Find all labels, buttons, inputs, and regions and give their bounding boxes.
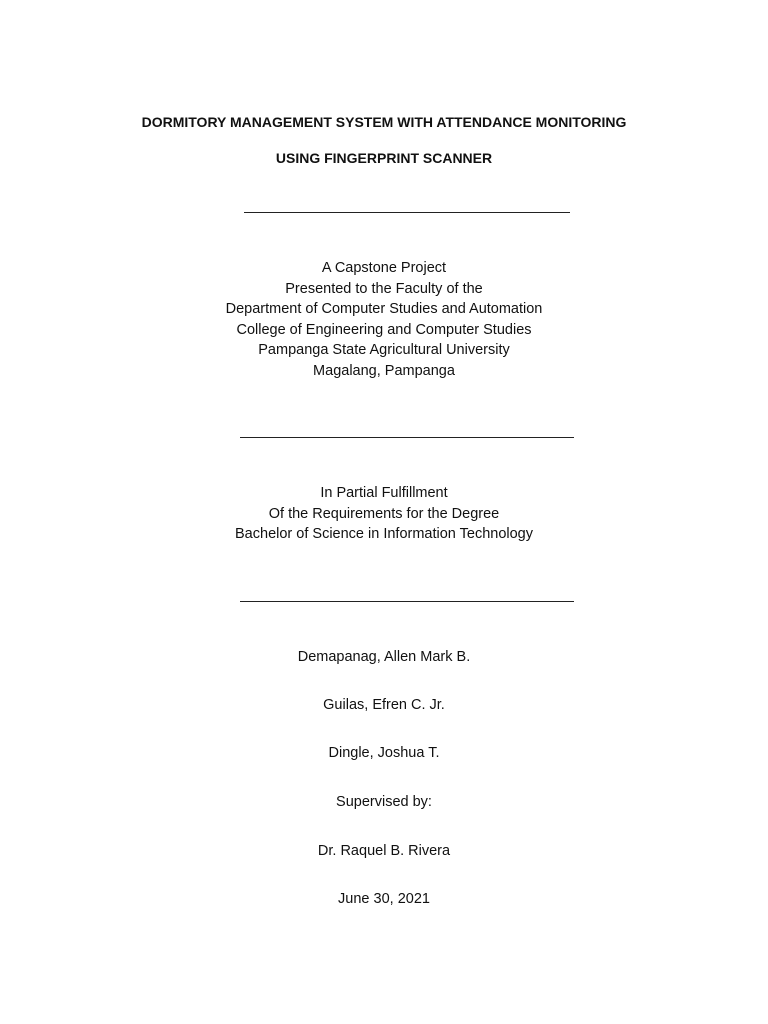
title-line-1: DORMITORY MANAGEMENT SYSTEM WITH ATTENDANCE MONITORING (141, 114, 627, 130)
title-line-2: USING FINGERPRINT SCANNER (275, 150, 493, 166)
presentation-line: Presented to the Faculty of the (285, 280, 483, 297)
fulfillment-block (0, 483, 768, 545)
supervisor-name: Dr. Raquel B. Rivera (317, 843, 451, 859)
presentation-line: Pampanga State Agricultural University (258, 342, 510, 358)
presentation-line: Department of Computer Studies and Automation (225, 301, 543, 317)
author-name: Dingle, Joshua T. (328, 745, 440, 761)
author-name: Demapanag, Allen Mark B. (297, 649, 471, 665)
presentation-block (0, 258, 768, 381)
separator-rule-3 (240, 601, 574, 602)
separator-rule-2 (240, 437, 574, 438)
author-name: Guilas, Efren C. Jr. (323, 697, 445, 713)
supervised-by-label: Supervised by: (336, 794, 432, 810)
presentation-line: A Capstone Project (321, 260, 447, 276)
fulfillment-line: In Partial Fulfillment (320, 485, 448, 501)
presentation-line: Magalang, Pampanga (313, 362, 455, 379)
submission-date: June 30, 2021 (338, 891, 430, 907)
separator-rule-1 (244, 212, 570, 213)
fulfillment-line: Of the Requirements for the Degree (268, 505, 500, 522)
fulfillment-line: Bachelor of Science in Information Technology (235, 526, 533, 542)
presentation-line: College of Engineering and Computer Studies (236, 321, 532, 338)
